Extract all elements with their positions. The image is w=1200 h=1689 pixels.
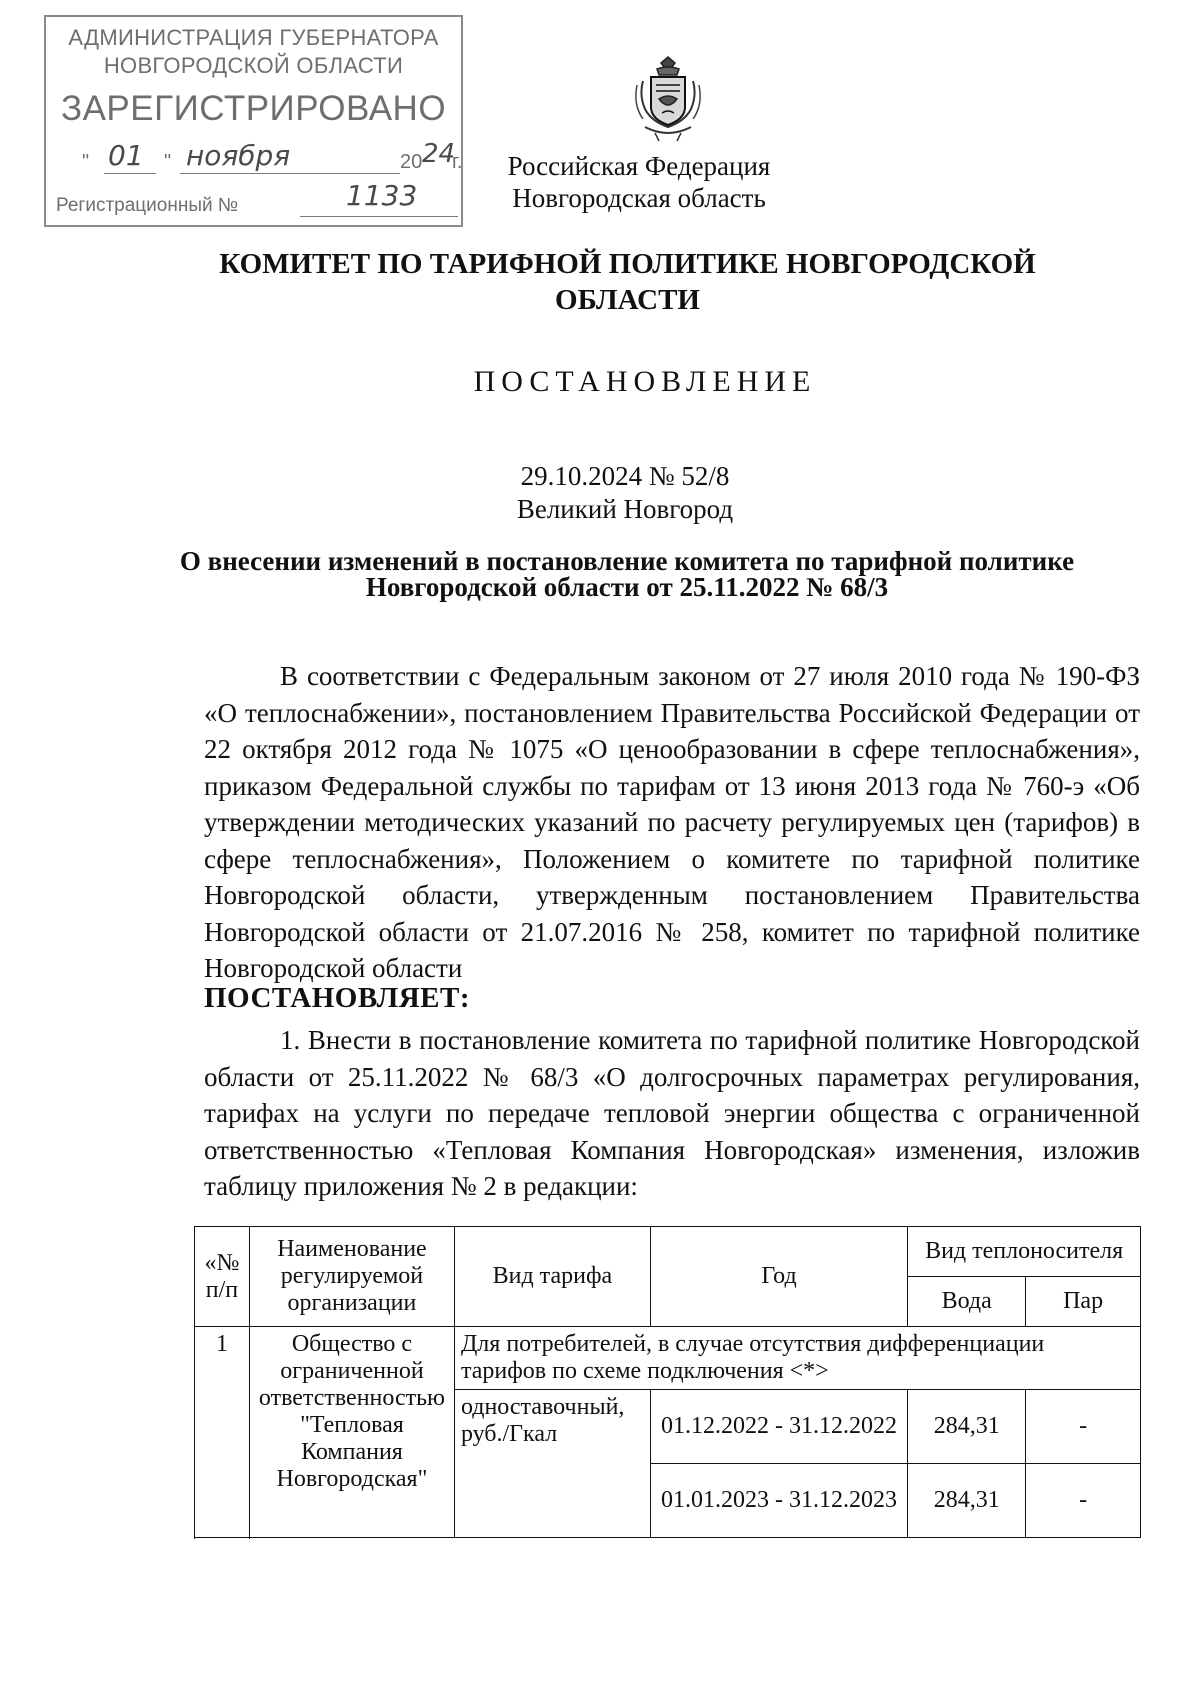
tariff-table — [194, 1226, 1141, 1538]
header-tariff-type: Вид тарифа — [454, 1227, 650, 1327]
stamp-reg-number: 1133 — [346, 179, 418, 212]
clause-1-paragraph: 1. Внести в постановление комитета по тарифной политике Новгородской области от 25.11.2022 № 68/3 «О долгосрочных параметрах регулирования, тарифах на услуги по передаче тепловой энергии общества с ограниченной ответственностью «Тепловая Компания Новгородская» изменения, изложив таблицу приложения № 2 в редакции: — [204, 1025, 1140, 1201]
header-water: Вода — [908, 1277, 1026, 1327]
row-num: 1 — [195, 1327, 250, 1538]
row-steam-value: - — [1026, 1464, 1141, 1538]
stamp-region: НОВГОРОДСКОЙ ОБЛАСТИ — [103, 53, 404, 78]
city: Великий Новгород — [516, 494, 734, 524]
stamp-registered: ЗАРЕГИСТРИРОВАНО — [60, 89, 447, 128]
stamp-year-suffix: 24 — [422, 139, 456, 169]
coat-of-arms-icon — [631, 55, 705, 143]
header-carrier: Вид теплоносителя — [908, 1227, 1141, 1277]
preamble-paragraph: В соответствии с Федеральным законом от 27 июля 2010 года № 190-ФЗ «О теплоснабжении», постановлением Правительства Российской Федерации от 22 октября 2012 года № 1075 «О ценообразовании в сфере теплоснабжения», приказом Федеральной службы по тарифам от 13 июня 2013 года № 760-э «Об утверждении методических указаний по расчету регулируемых цен (тарифов) в сфере теплоснабжения», Положением о комитете по тарифной политике Новгородской области, утвержденным постановлением Правительства Новгородской области от 21.07.2016 № 258, комитет по тарифной политике Новгородской области — [204, 661, 1140, 983]
date-place-block — [0, 460, 1200, 526]
row-tariff-type: одноставочный, руб./Гкал — [454, 1390, 650, 1538]
stamp-day: 01 — [108, 139, 144, 172]
stamp-year-prefix: 20 — [400, 151, 423, 173]
row-period: 01.12.2022 - 31.12.2022 — [650, 1390, 907, 1464]
document-subject — [0, 548, 1200, 600]
stamp-reg-label: Регистрационный № — [56, 195, 239, 216]
subject-line2: Новгородской области от 25.11.2022 № 68/3 — [365, 572, 889, 602]
row-period: 01.01.2023 - 31.12.2023 — [650, 1464, 907, 1538]
row-steam-value: - — [1026, 1390, 1141, 1464]
region-name: Новгородская область — [512, 183, 766, 213]
country-block — [0, 150, 1200, 214]
document-type: ПОСТАНОВЛЕНИЕ — [473, 365, 817, 398]
decree-heading: ПОСТАНОВЛЯЕТ: — [204, 982, 470, 1014]
stamp-quote-open: " — [82, 151, 90, 173]
header-num: «№ п/п — [195, 1227, 250, 1327]
header-steam: Пар — [1026, 1277, 1141, 1327]
country-name: Российская Федерация — [507, 151, 771, 181]
subject-line1: О внесении изменений в постановление комитета по тарифной политике — [179, 546, 1075, 576]
committee-title — [0, 246, 1200, 318]
stamp-quote-close: " — [164, 151, 172, 173]
stamp-month: ноября — [186, 139, 291, 172]
row-group-label: Для потребителей, в случае отсутствия дифференциации тарифов по схеме подключения <*> — [454, 1327, 1140, 1390]
row-water-value: 284,31 — [908, 1390, 1026, 1464]
committee-line2: ОБЛАСТИ — [555, 284, 700, 316]
stamp-administration: АДМИНИСТРАЦИЯ ГУБЕРНАТОРА — [68, 25, 439, 50]
committee-line1: КОМИТЕТ ПО ТАРИФНОЙ ПОЛИТИКЕ НОВГОРОДСКОЙ — [219, 248, 1036, 280]
stamp-year-g: г. — [452, 151, 463, 173]
row-water-value: 284,31 — [908, 1464, 1026, 1538]
date-number: 29.10.2024 № 52/8 — [520, 461, 730, 491]
header-organization: Наименование регулируемой организации — [249, 1227, 454, 1327]
header-year: Год — [650, 1227, 907, 1327]
stamp-reg-underline — [300, 216, 458, 217]
row-organization: Общество с ограниченной ответственностью "Тепловая Компания Новгородская" — [249, 1327, 454, 1538]
